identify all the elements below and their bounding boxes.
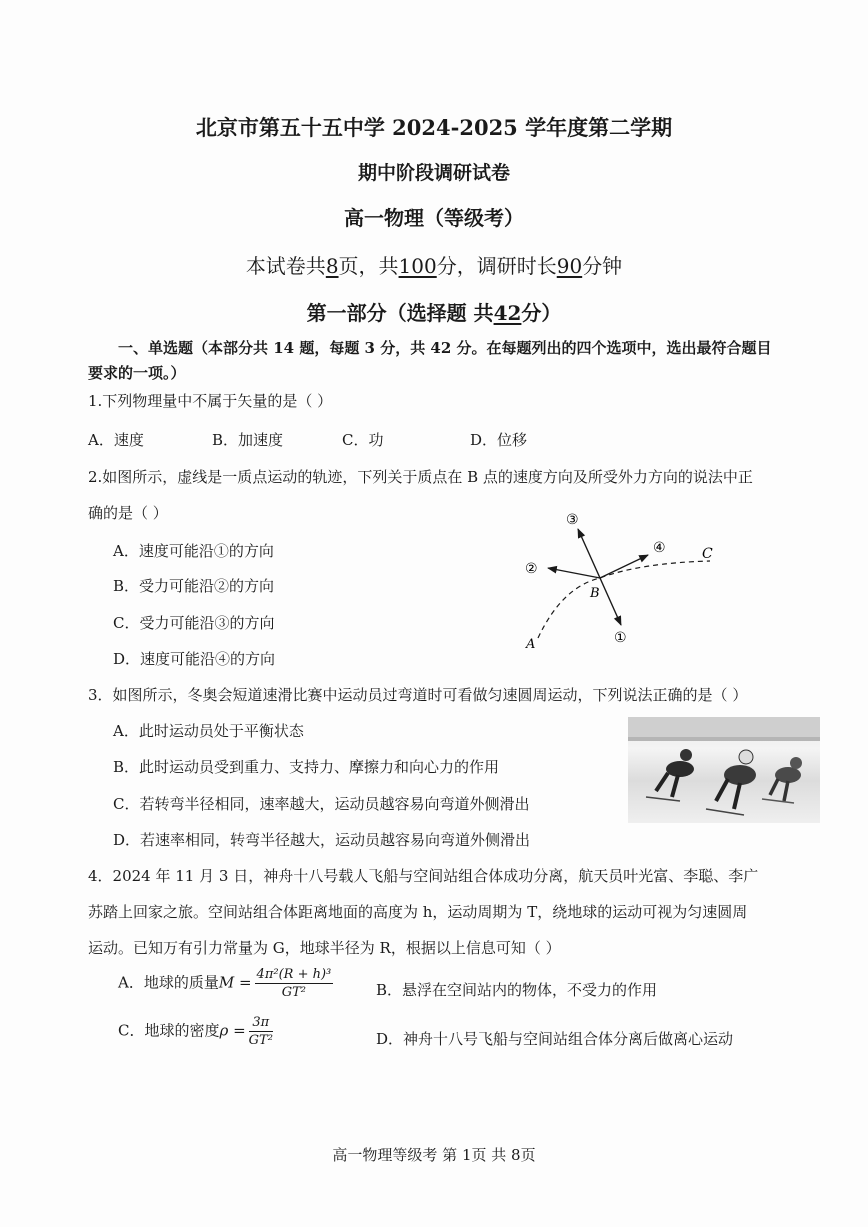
q4-stem-line3: 运动。已知万有引力常量为 G，地球半径为 R，根据以上信息可知（ ）: [88, 939, 561, 957]
q3-option-a: A．此时运动员处于平衡状态: [113, 722, 304, 740]
label-circled-2: ②: [525, 561, 538, 577]
label-point-c: C: [702, 546, 713, 562]
label-point-a: A: [526, 637, 536, 652]
q4-stem-line2: 苏踏上回家之旅。空间站组合体距离地面的高度为 h，运动周期为 T，绕地球的运动可视为匀速圆周: [88, 903, 748, 921]
q3-option-d: D．若速率相同，转弯半径越大，运动员越容易向弯道外侧滑出: [113, 831, 531, 849]
q1-option-a: A．速度: [88, 431, 144, 449]
info-text-3: 分，调研时长: [436, 254, 557, 278]
q4-option-b: B．悬浮在空间站内的物体，不受力的作用: [376, 981, 658, 999]
school-title: 北京市第五十五中学 2024-2025 学年度第二学期: [195, 115, 673, 140]
q4-option-a-denominator: GT²: [281, 985, 307, 1000]
q4-option-c-prefix: C．地球的密度: [118, 1021, 220, 1040]
label-circled-1: ①: [614, 630, 627, 646]
page-footer: 高一物理等级考 第 1页 共 8页: [332, 1146, 536, 1164]
q4-option-c-numerator: 3π: [249, 1015, 273, 1032]
arrow-1: [600, 578, 621, 625]
speed-skating-photo: [628, 717, 820, 823]
q2-option-c: C．受力可能沿③的方向: [113, 614, 275, 632]
q4-option-a: [118, 967, 336, 1000]
q4-option-a-fraction: [255, 967, 334, 1000]
q2-option-d: D．速度可能沿④的方向: [113, 650, 276, 668]
part-title: [0, 297, 868, 326]
q4-option-a-numerator: 4π²(R + h)³: [256, 967, 332, 982]
q4-option-a-var: M =: [218, 973, 252, 992]
info-text-2: 页，共: [338, 254, 399, 278]
part-score: 42: [493, 301, 522, 325]
q2-stem-line1: 2.如图所示，虚线是一质点运动的轨迹，下列关于质点在 B 点的速度方向及所受外力方向的说法中正: [88, 468, 753, 486]
info-pages: 8: [325, 254, 339, 278]
arrow-3: [578, 529, 600, 578]
label-point-b: B: [590, 586, 600, 601]
info-text-4: 分钟: [582, 254, 623, 278]
info-text-1: 本试卷共: [245, 254, 326, 278]
q4-stem-line1: 4．2024 年 11 月 3 日，神舟十八号载人飞船与空间站组合体成功分离，航天员叶光富、李聪、李广: [88, 867, 759, 885]
q4-option-c-var: ρ =: [219, 1021, 246, 1040]
q1-option-c: C．功: [342, 431, 384, 449]
label-circled-4: ④: [653, 540, 666, 556]
q4-option-c: [118, 1015, 276, 1048]
q2-stem-line2: 确的是（ ）: [88, 504, 168, 522]
info-minutes: 90: [556, 254, 583, 278]
q3-option-b: B．此时运动员受到重力、支持力、摩擦力和向心力的作用: [113, 758, 500, 776]
q2-option-b: B．受力可能沿②的方向: [113, 577, 275, 595]
q3-option-c: C．若转弯半径相同，速率越大，运动员越容易向弯道外侧滑出: [113, 795, 530, 813]
info-score: 100: [398, 254, 437, 278]
q3-stem: 3．如图所示，冬奥会短道速滑比赛中运动员过弯道时可看做匀速圆周运动，下列说法正确的是（ ）: [88, 686, 748, 704]
exam-info: [0, 250, 868, 279]
part-text-1: 第一部分（选择题 共: [306, 301, 494, 325]
trajectory-diagram: [510, 505, 730, 660]
q1-option-b: B．加速度: [212, 431, 284, 449]
q4-option-c-fraction: [249, 1015, 273, 1048]
section-instruction-line1: 一、单选题（本部分共 14 题，每题 3 分，共 42 分。在每题列出的四个选项中，选出最符合题目: [118, 339, 772, 357]
q4-option-c-denominator: GT²: [248, 1033, 273, 1048]
q1-stem: 1.下列物理量中不属于矢量的是（ ）: [88, 392, 333, 410]
arrow-2: [548, 568, 600, 578]
section-instruction-line2: 要求的一项。）: [88, 364, 186, 382]
q4-option-a-prefix: A．地球的质量: [118, 973, 219, 992]
q4-option-d: D．神舟十八号飞船与空间站组合体分离后做离心运动: [376, 1030, 734, 1048]
part-text-2: 分）: [521, 301, 562, 325]
q2-option-a: A．速度可能沿①的方向: [113, 542, 274, 560]
label-circled-3: ③: [566, 512, 579, 528]
arrow-4: [600, 555, 648, 578]
trajectory-curve: [538, 561, 710, 638]
q1-option-d: D．位移: [470, 431, 528, 449]
subject-title: 高一物理（等级考）: [344, 206, 524, 230]
exam-title: 期中阶段调研试卷: [357, 162, 510, 184]
